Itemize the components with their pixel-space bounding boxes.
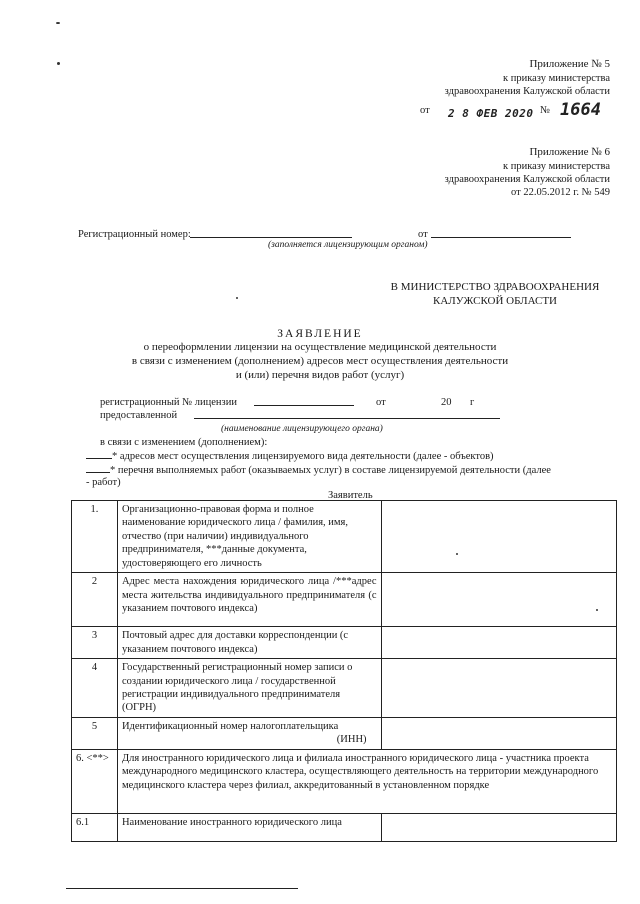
license-year-prefix: 20 [441, 397, 452, 408]
appendix-6-header [380, 146, 610, 199]
row-description: Для иностранного юридического лица и филиала иностранного юридического лица - участника проекта международного медицинского кластера, осуществляющего деятельность на территории международного медицинского кластера через филиал, аккредитованный в установленном порядке [117, 749, 616, 813]
registration-row [78, 228, 598, 256]
row-number: 6. <**> [72, 749, 118, 813]
row-number: 1. [72, 501, 118, 573]
table-row [72, 717, 617, 749]
statement-heading: ЗАЯВЛЕНИЕ [277, 328, 363, 340]
statement-block [110, 327, 530, 383]
table-row-foreign [72, 749, 617, 813]
row-description: Наименование иностранного юридического лица [117, 813, 381, 841]
addressee-line1: В МИНИСТЕРСТВО ЗДРАВООХРАНЕНИЯ [390, 281, 600, 293]
row-number: 2 [72, 573, 118, 627]
license-authority-field[interactable] [194, 409, 500, 419]
appendix-5-date-row [420, 100, 620, 122]
license-reg-label: регистрационный № лицензии [100, 397, 237, 408]
table-row [72, 573, 617, 627]
scan-speck [596, 609, 598, 611]
row-description: Почтовый адрес для доставки корреспонденции (с указанием почтового индекса) [117, 627, 381, 659]
appendix-5-line1: к приказу министерства [502, 72, 610, 84]
change-item-works-cont: - работ) [86, 477, 121, 488]
registration-number-field[interactable] [190, 228, 352, 238]
appendix-5-number-label: № [540, 105, 551, 116]
appendix-6-line2: здравоохранения Калужской области [444, 173, 610, 185]
appendix-5-line2: здравоохранения Калужской области [444, 85, 610, 97]
row-value-field[interactable] [381, 573, 616, 627]
footnote-divider [66, 888, 298, 889]
row-value-field[interactable] [381, 813, 616, 841]
license-number-field[interactable] [254, 396, 354, 406]
license-caption: (наименование лицензирующего органа) [221, 424, 383, 434]
row-value-field[interactable] [381, 501, 616, 573]
appendix-6-line3: от 22.05.2012 г. № 549 [511, 187, 610, 198]
row-number: 4 [72, 659, 118, 718]
row-number: 5 [72, 717, 118, 749]
row-description-text: Идентификационный номер налогоплательщика [121, 720, 339, 732]
row-value-field[interactable] [381, 717, 616, 749]
row-value-field[interactable] [381, 659, 616, 718]
table-row [72, 627, 617, 659]
registration-caption: (заполняется лицензирующим органом) [268, 240, 428, 250]
appendix-6-title: Приложение № 6 [529, 146, 610, 158]
row-description: Адрес места нахождения юридического лица /***адрес места жительства индивидуального предпринимателя (с указанием почтового индекса) [117, 573, 381, 627]
appendix-5-handwritten-date: 2 8 ФЕВ 2020 [448, 107, 534, 120]
license-year-suffix: г [470, 397, 475, 408]
change-item-objects [86, 449, 626, 463]
statement-line2: в связи с изменением (дополнением) адресов мест осуществления деятельности [131, 355, 509, 368]
scan-speck [56, 22, 60, 24]
registration-label: Регистрационный номер: [78, 229, 191, 240]
change-item-works-mark[interactable] [86, 463, 110, 473]
license-from-label: от [376, 397, 386, 408]
row-description: Государственный регистрационный номер записи о создании юридического лица / государственной регистрации индивидуального предпринимателя (ОГРН) [117, 659, 381, 718]
scan-speck [456, 553, 458, 555]
row-description [117, 717, 381, 749]
table-row [72, 501, 617, 573]
license-row [100, 396, 520, 410]
statement-line3: и (или) перечня видов работ (услуг) [235, 368, 405, 381]
change-item-objects-text: * адресов мест осуществления лицензируемого вида деятельности (далее - объектов) [112, 451, 494, 462]
appendix-5-from-label: от [420, 105, 430, 116]
license-issued-label: предоставленной [100, 410, 178, 421]
addressee-line2: КАЛУЖСКОЙ ОБЛАСТИ [433, 294, 557, 307]
appendix-5-title: Приложение № 5 [529, 58, 610, 70]
scan-speck [57, 62, 60, 65]
table-row [72, 813, 617, 841]
change-intro: в связи с изменением (дополнением): [100, 437, 268, 448]
appendix-5-handwritten-number: 1664 [560, 100, 601, 120]
appendix-6-line1: к приказу министерства [502, 160, 610, 172]
statement-line1: о переоформлении лицензии на осуществление медицинской деятельности [143, 341, 497, 354]
change-item-objects-mark[interactable] [86, 449, 112, 459]
applicant-label: Заявитель [328, 490, 373, 501]
scan-speck [236, 297, 238, 299]
registration-from-label: от [418, 229, 428, 240]
applicant-table [71, 500, 617, 842]
registration-date-field[interactable] [431, 228, 571, 238]
change-item-works-text: * перечня выполняемых работ (оказываемых услуг) в составе лицензируемой деятельности (далее [110, 465, 551, 476]
appendix-5-header [380, 58, 610, 98]
table-row [72, 659, 617, 718]
row-description: Организационно-правовая форма и полное наименование юридического лица / фамилия, имя, отчество (при наличии) индивидуального предпринимателя, ***данные документа, удостоверяющего его личность [117, 501, 381, 573]
change-item-works [86, 463, 626, 477]
row-description-suffix: (ИНН) [336, 734, 367, 746]
license-issued-row [100, 409, 520, 423]
row-number: 6.1 [72, 813, 118, 841]
row-number: 3 [72, 627, 118, 659]
row-value-field[interactable] [381, 627, 616, 659]
addressee-block [370, 281, 620, 309]
